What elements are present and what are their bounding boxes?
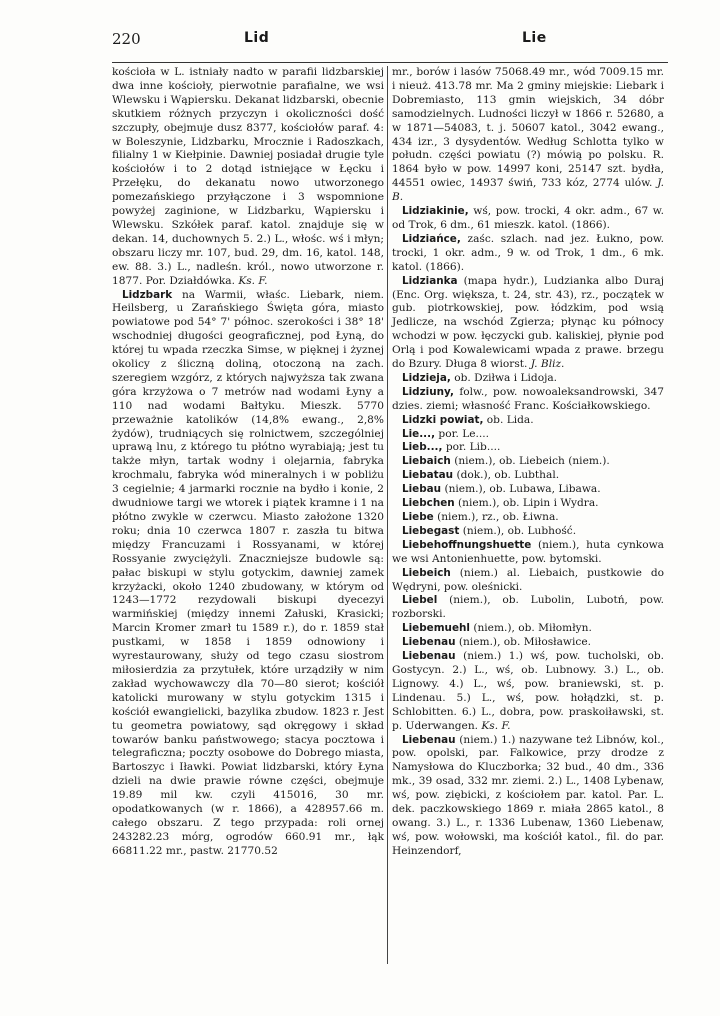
entry-text: wś, pow. trocki, 4 okr. adm., 67 w. od Trok, 6 dm., 61 mieszk. katol. (1866). <box>392 205 664 231</box>
entry-text: (niem.), ob. Liebeich (niem.). <box>454 455 610 468</box>
entry-headword: Lie..., <box>402 427 436 440</box>
entry-text: (niem.), ob. Miłomłyn. <box>473 622 592 635</box>
dictionary-entry <box>392 497 664 511</box>
entry-headword: Lidzieja, <box>402 371 451 384</box>
entry-text: por. Lib.... <box>445 441 501 454</box>
entry-text: (niem.), ob. Miłosławice. <box>458 636 591 649</box>
entry-text: (niem.), ob. Lipin i Wydra. <box>458 497 599 510</box>
entry-text: por. Le.... <box>438 427 489 440</box>
dictionary-entry <box>392 233 664 275</box>
dictionary-entry <box>392 636 664 650</box>
entry-text: (niem.), huta cynkowa we wsi Antonienhuette, pow. bytomski. <box>392 538 664 565</box>
entry-headword: Lieb..., <box>402 441 443 454</box>
dictionary-entry <box>392 386 664 414</box>
left-column-title: Lid <box>244 30 270 46</box>
dictionary-entry <box>112 289 384 859</box>
entry-headword: Liebau <box>402 483 442 496</box>
dictionary-entry <box>392 205 664 233</box>
page-number: 220 <box>112 30 141 48</box>
entry-headword: Liebe <box>402 511 434 523</box>
dictionary-entry <box>392 483 664 497</box>
entry-text: (niem.) 1.) wś, pow. tucholski, ob. Gostycyn. 2.) L., wś, ob. Lubnowy. 3.) L., ob. Lignowy. 4.) L., wś, pow. braniewski, st. p. Lindenau. 5.) L., wś, pow. hołądzki, st. p. Schlobitten. 6.) L., dobra, pow. praskoiławski, st. p. Uderwangen. <box>392 650 665 732</box>
entry-headword: Liebchen <box>402 497 455 510</box>
header-rule <box>112 62 668 63</box>
entry-text: (niem.), rz., ob. Łiwna. <box>437 511 559 523</box>
entry-headword: Lidziuny, <box>402 385 454 398</box>
entry-text: zaśc. szlach. nad jez. Łukno, pow. trocki, 1 okr. adm., 9 w. od Trok, 1 dm., 6 mk. katol. (1866). <box>392 232 664 273</box>
entry-headword: Liebenau <box>402 636 456 649</box>
right-column-title: Lie <box>522 30 547 46</box>
entry-text: mr., borów i lasów 75068.49 mr., wód 7009.15 mr. i nieuż. 413.78 mr. Ma 2 gminy miejskie: Liebark i Dobremiasto, 113 gmin wiejskich, 34 dóbr samodzielnych. Ludności liczył w 1866 r. 52680, a w 1871—54083, t. j. 50607 katol., 3042 ewang., 434 izr., 3 dysydentów. Według Schlotta tylko w połudn. części powiatu (?) mówią po polsku. R. 1864 było w pow. 14997 koni, 25147 szt. bydła, 44551 owiec, 14937 świń, 733 kóz, 2774 ulów. <box>392 66 664 190</box>
entry-headword: Liebemuehl <box>402 622 470 635</box>
entry-headword: Liebegast <box>402 524 460 537</box>
dictionary-entry <box>392 525 664 539</box>
continued-entry <box>112 66 384 289</box>
entry-text: folw., pow. nowoaleksandrowski, 347 dzies. ziemi; własność Franc. Kościałkowskiego. <box>392 385 664 412</box>
entry-headword: Lidzki powiat, <box>402 413 484 426</box>
author-signature: J. B. <box>392 177 664 204</box>
entry-headword: Liebehoffnungshuette <box>402 538 532 551</box>
entry-headword: Liebel <box>402 594 438 607</box>
entry-headword: Lidziańce, <box>402 232 461 245</box>
dictionary-entry <box>392 372 664 386</box>
entry-text: (niem.) 1.) nazywane też Libnów, kol., pow. opolski, par. Falkowice, przy drodze z Namysłowa do Kluczborka; 32 bud., 40 dm., 336 mk., 39 osad, 332 mr. ziemi. 2.) L., 1408 Lybenaw, wś, pow. ziębicki, z kościołem par. katol. Par. L. dek. paczkowskiego 1869 r. miała 2865 katol., 8 owang. 3.) L., r. 1336 Lubenaw, 1360 Liebenaw, wś, pow. wołowski, ma kościół katol., fil. do par. Heinzendorf, <box>392 733 664 857</box>
entry-text: (niem.) al. Liebaich, pustkowie do Wędryni, pow. oleśnicki. <box>392 566 665 593</box>
continued-entry <box>392 66 664 205</box>
dictionary-entry <box>392 594 664 622</box>
dictionary-entry <box>392 441 664 455</box>
column-divider <box>387 66 388 964</box>
entry-headword: Liebenau <box>402 733 456 746</box>
entry-text: kościoła w L. istniały nadto w parafii lidzbarskiej dwa inne kościoły, pierwotnie parafialne, we wsi Wlewsku i Wąpiersku. Dekanat lidzbarski, obecnie skutkiem różnych przyczyn i okoliczności dość szczupły, obejmuje dusz 8377, kościołów paraf. 4: w Boleszynie, Lidzbarku, Mrocznie i Radoszkach, filialny 1 w Kiełpinie. Dawniej posiadał drugie tyle kościołów i to 2 dotąd istniejące w Łęcku i Przełęku, do dekanatu nowo utworzonego pomezańskiego przyłączone i 3 wspomnione powyżej zaginione, w Lidzbarku, Wąpiersku i Wlewsku. Szkółek paraf. katol. znajduje się w dekan. 14, duchownych 5. 2.) L., włośc. wś i młyn; obszaru liczy mr. 107, bud. 29, dm. 16, katol. 148, ew. 88. 3.) L., nadleśn. król., nowo utworzone r. 1877. Por. Działdówka. <box>112 66 384 287</box>
dictionary-entry <box>392 275 664 372</box>
entry-text: (dok.), ob. Lubthal. <box>456 469 560 482</box>
dictionary-entry <box>392 567 664 595</box>
entry-text: na Warmii, właśc. Liebark, niem. Heilsberg, u Zarańskiego Święta góra, miasto powiatowe pod 54° 7' północ. szerokości i 38° 18' wschodniej długości geograficznej, pod Łyną, do której tu wpada rzeczka Simse, w pięknej i żyznej okolicy z śliczną doliną, otoczoną na zach. szeregiem wzgórz, z których najwyższa tak zwana góra krzyżowa o 7 metrów nad wodami Łyny a 110 nad wodami Bałtyku. Mieszk. 5770 przeważnie katolików (14,8% ewang., 2,8% żydów), trudniących się rolnictwem, szczególniej uprawą lnu, z którego tu płótno wyrabiają; jest tu także młyn, tartak wodny i olejarnia, fabryka krochmalu, fabryka wód mineralnych i w pobliżu 3 cegielnie; 4 jarmarki rocznie na bydło i konie, 2 dwudniowe targi we wtorek i piątek kramne i 1 na płótno zwykle w czerwcu. Miasto założone 1320 roku; dnia 10 czerwca 1807 r. zaszła tu bitwa między Francuzami i Rossyanami, w której Rossyanie zwyciężyli. Znaczniejsze budowle są: pałac biskupi w stylu gotyckim, dawniej zamek krzyżacki, około 1240 zbudowany, w którym od 1243—1772 rezydowali biskupi dyecezyi warmińskiej (między innemi Załuski, Krasicki; Marcin Kromer zmarł tu 1589 r.), do r. 1859 stał pustkami, w 1858 i 1859 odnowiony i wyrestaurowany, służy od tego czasu siostrom miłosierdzia za przytułek, które urządziły w nim zakład wychowawczy dla 70—80 sierot; kościół katolicki murowany w stylu gotyckim 1315 i kościół ewangielicki, bazylika zbudow. 1823 r. Jest tu geometra powiatowy, sąd okręgowy i skład towarów banku państwowego; stacya pocztowa i telegraficzna; poczty osobowe do Dobrego miasta, Bartoszyc i Iławki. Powiat lidzbarski, który Łyna dzieli na dwie prawie równe części, obejmuje 19.89 mil kw. czyli 415016, 30 mr. opodatkowanych (w r. 1866), a 428957.66 m. całego obszaru. Z tego przypada: roli ornej 243282.23 mórg, ogrodów 660.91 mr., łąk 66811.22 mr., pastw. 21770.52 <box>112 288 385 857</box>
author-signature: Ks. F. <box>238 274 268 287</box>
dictionary-entry <box>392 539 664 567</box>
page-header <box>112 30 668 52</box>
entry-headword: Liebeich <box>402 566 451 579</box>
entry-headword: Lidziakinie, <box>402 205 469 218</box>
left-column <box>112 66 384 859</box>
entry-headword: Liebenau <box>402 650 456 663</box>
right-column <box>392 66 664 859</box>
entry-headword: Liebaich <box>402 455 451 468</box>
entry-text: (niem.), ob. Lubolin, Lubotń, pow. rozborski. <box>392 594 664 621</box>
dictionary-entry <box>392 650 664 733</box>
entry-headword: Lidzbark <box>122 288 173 301</box>
dictionary-entry <box>392 428 664 442</box>
dictionary-entry <box>392 622 664 636</box>
author-signature: Ks. F. <box>481 719 511 732</box>
entry-text: (mapa hydr.), Ludzianka albo Duraj (Enc. Org. większa, t. 24, str. 43), rz., początek w gub. piotrkowskiej, pow. łódzkim, pod wsią Jedlicze, na wschód Zgierza; płynąc ku północy wchodzi w pow. łęczycki gub. kaliskiej, płynie pod Orlą i pod Kowalewicami wpada z prawe. brzegu do Bzury. Długa 8 wiorst. <box>392 274 664 371</box>
entry-text: (niem.), ob. Lubhość. <box>462 524 577 537</box>
dictionary-entry <box>392 734 664 859</box>
dictionary-entry <box>392 469 664 483</box>
entry-text: ob. Dziłwa i Lidoja. <box>454 371 558 384</box>
author-signature: J. Bliz. <box>530 358 565 371</box>
entry-text: ob. Lida. <box>486 413 534 426</box>
dictionary-entry <box>392 414 664 428</box>
entry-headword: Lidzianka <box>402 274 458 287</box>
dictionary-entry <box>392 511 664 525</box>
entry-text: (niem.), ob. Lubawa, Libawa. <box>444 483 601 496</box>
entry-headword: Liebatau <box>402 469 454 482</box>
dictionary-entry <box>392 455 664 469</box>
